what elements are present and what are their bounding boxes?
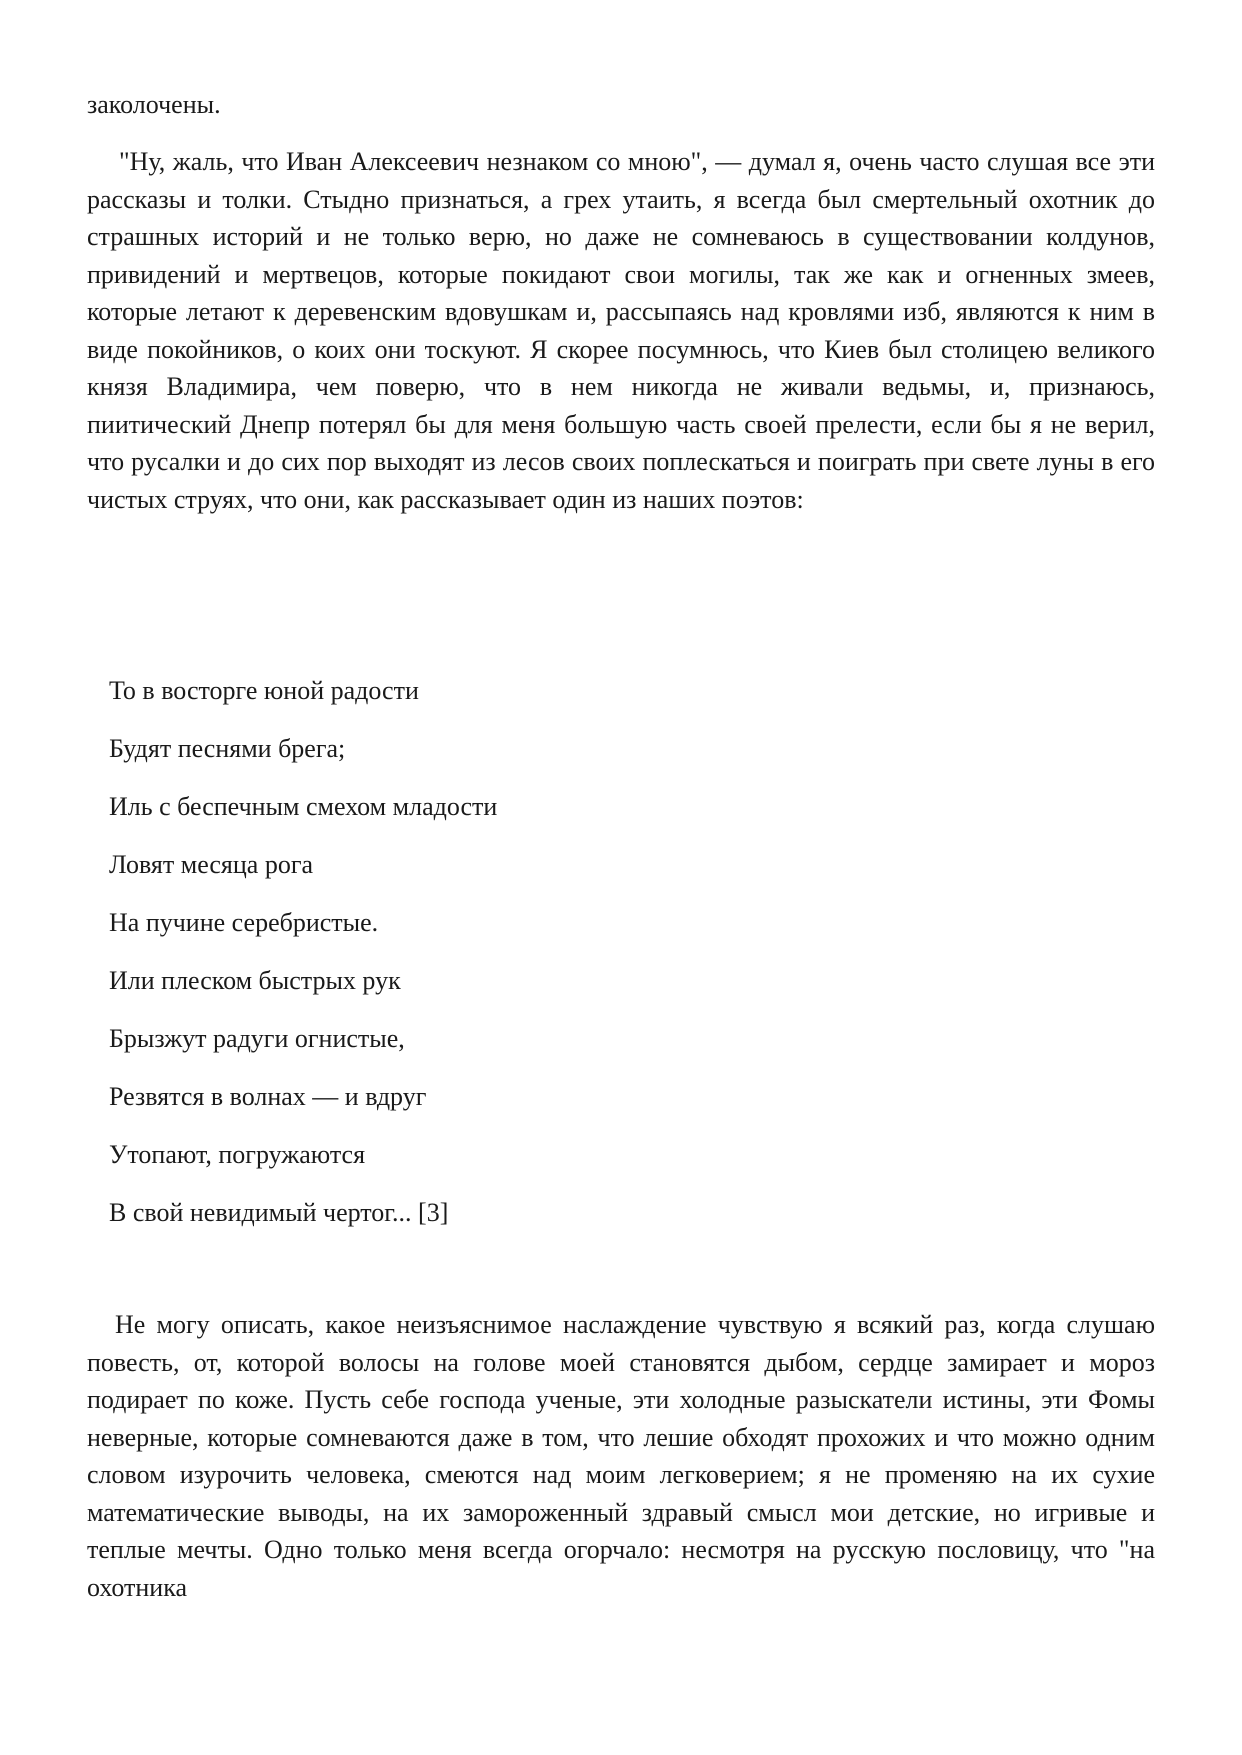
poem-line: То в восторге юной радости xyxy=(109,676,419,705)
continuation-line: заколочены. xyxy=(87,90,221,119)
poem-line: Или плеском быстрых рук xyxy=(109,966,401,995)
poem-line: В свой невидимый чертог... [3] xyxy=(109,1198,449,1227)
paragraph-1: "Ну, жаль, что Иван Алексеевич незнаком со мною", — думал я, очень часто слушая все эти рассказы и толки. Стыдно признаться, а грех утаить, я всегда был смертельный охотник до страшных историй и не только верю, но даже не сомневаюсь в существовании колдунов, привидений и мертвецов, которые покидают свои могилы, так же как и огненных змеев, которые летают к деревенским вдовушкам и, рассыпаясь над кровлями изб, являются к ним в виде покойников, о коих они тоскуют. Я скорее посумнюсь, что Киев был столицею великого князя Владимира, чем поверю, что в нем никогда не живали ведьмы, и, признаюсь, пиитический Днепр потерял бы для меня большую часть своей прелести, если бы я не верил, что русалки и до сих пор выходят из лесов своих поплескаться и поиграть при свете луны в его чистых струях, что они, как рассказывает один из наших поэтов: xyxy=(87,147,1155,514)
poem-line: Брызжут радуги огнистые, xyxy=(109,1024,405,1053)
poem-line: Резвятся в волнах — и вдруг xyxy=(109,1082,427,1111)
poem-line: На пучине серебристые. xyxy=(109,908,379,937)
poem-line: Утопают, погружаются xyxy=(109,1140,366,1169)
paragraph-2: Не могу описать, какое неизъяснимое наслаждение чувствую я всякий раз, когда слушаю повесть, от, которой волосы на голове моей становятся дыбом, сердце замирает и мороз подирает по коже. Пусть себе господа ученые, эти холодные разыскатели истины, эти Фомы неверные, которые сомневаются даже в том, что лешие обходят прохожих и что можно одним словом изурочить человека, смеются над моим легковерием; я не променяю на их сухие математические выводы, на их замороженный здравый смысл мои детские, но игривые и теплые мечты. Одно только меня всегда огорчало: несмотря на русскую пословицу, что "на охотника xyxy=(87,1310,1155,1602)
poem-block xyxy=(109,672,497,1252)
poem-line: Будят песнями брега; xyxy=(109,734,346,763)
poem-line: Иль с беспечным смехом младости xyxy=(109,792,498,821)
poem-line: Ловят месяца рога xyxy=(109,850,314,879)
